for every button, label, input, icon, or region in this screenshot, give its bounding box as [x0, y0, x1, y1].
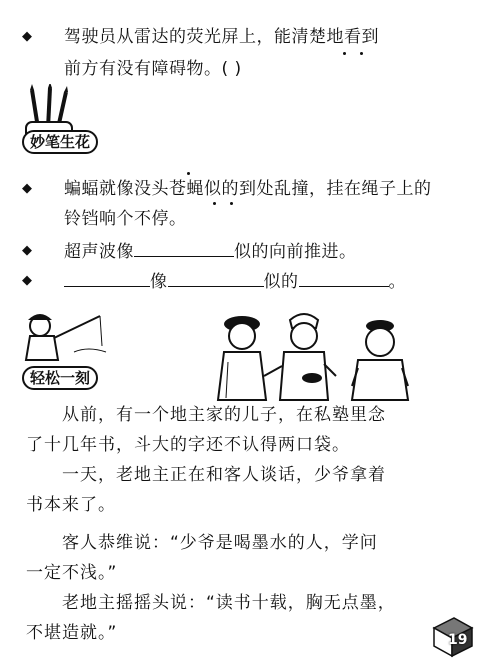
sentence-line: 蝙蝠就像没头苍蝇似的到处乱撞，挂在绳子上的: [64, 179, 432, 199]
story-line: 从前，有一个地主家的儿子，在私塾里念: [62, 405, 386, 425]
bullet-marker: ◆: [22, 29, 32, 44]
emphasis-dot: [230, 202, 233, 205]
story-line: 书本来了。: [26, 495, 116, 515]
sentence-line: 驾驶员从雷达的荧光屏上，能清楚地看到: [64, 27, 379, 47]
section-header-badge: 妙笔生花: [22, 130, 98, 154]
emphasis-dot: [213, 202, 216, 205]
fill-in-sentence: [64, 270, 406, 293]
sentence-line: 铃铛响个不停。: [64, 209, 187, 229]
story-line: 客人恭维说：“少爷是喝墨水的人，学问: [62, 533, 378, 553]
section-header-badge: 轻松一刻: [22, 366, 98, 390]
story-line: 一天，老地主正在和客人谈话，少爷拿着: [62, 465, 386, 485]
fill-blank[interactable]: [299, 270, 389, 287]
fill-text: 似的: [263, 272, 299, 292]
fill-blank[interactable]: [134, 240, 234, 257]
fill-text: 超声波像: [64, 242, 134, 262]
fill-text: 像: [150, 272, 168, 292]
bullet-marker: ◆: [22, 181, 32, 196]
story-line: 老地主摇摇头说：“读书十载，胸无点墨，: [62, 593, 396, 613]
fill-text: 似的向前推进。: [234, 242, 357, 262]
fill-blank[interactable]: [168, 270, 264, 287]
story-line: 了十几年书，斗大的字还不认得两口袋。: [26, 435, 350, 455]
page-number-cube: [430, 614, 474, 658]
emphasis-dot: [360, 52, 363, 55]
sentence-line: 前方有没有障碍物。( ): [64, 59, 242, 79]
fill-blank[interactable]: [64, 270, 150, 287]
emphasis-dot: [187, 172, 190, 175]
cartoon-illustration: [212, 302, 420, 402]
fill-text: 。: [388, 272, 406, 292]
story-line: 一定不浅。”: [26, 563, 118, 583]
page-number: 19: [448, 632, 468, 648]
story-line: 不堪造就。”: [26, 623, 118, 643]
fishing-figure-icon: [14, 306, 124, 372]
bullet-marker: ◆: [22, 243, 32, 258]
bullet-marker: ◆: [22, 273, 32, 288]
emphasis-dot: [343, 52, 346, 55]
fill-in-sentence: [64, 240, 357, 263]
